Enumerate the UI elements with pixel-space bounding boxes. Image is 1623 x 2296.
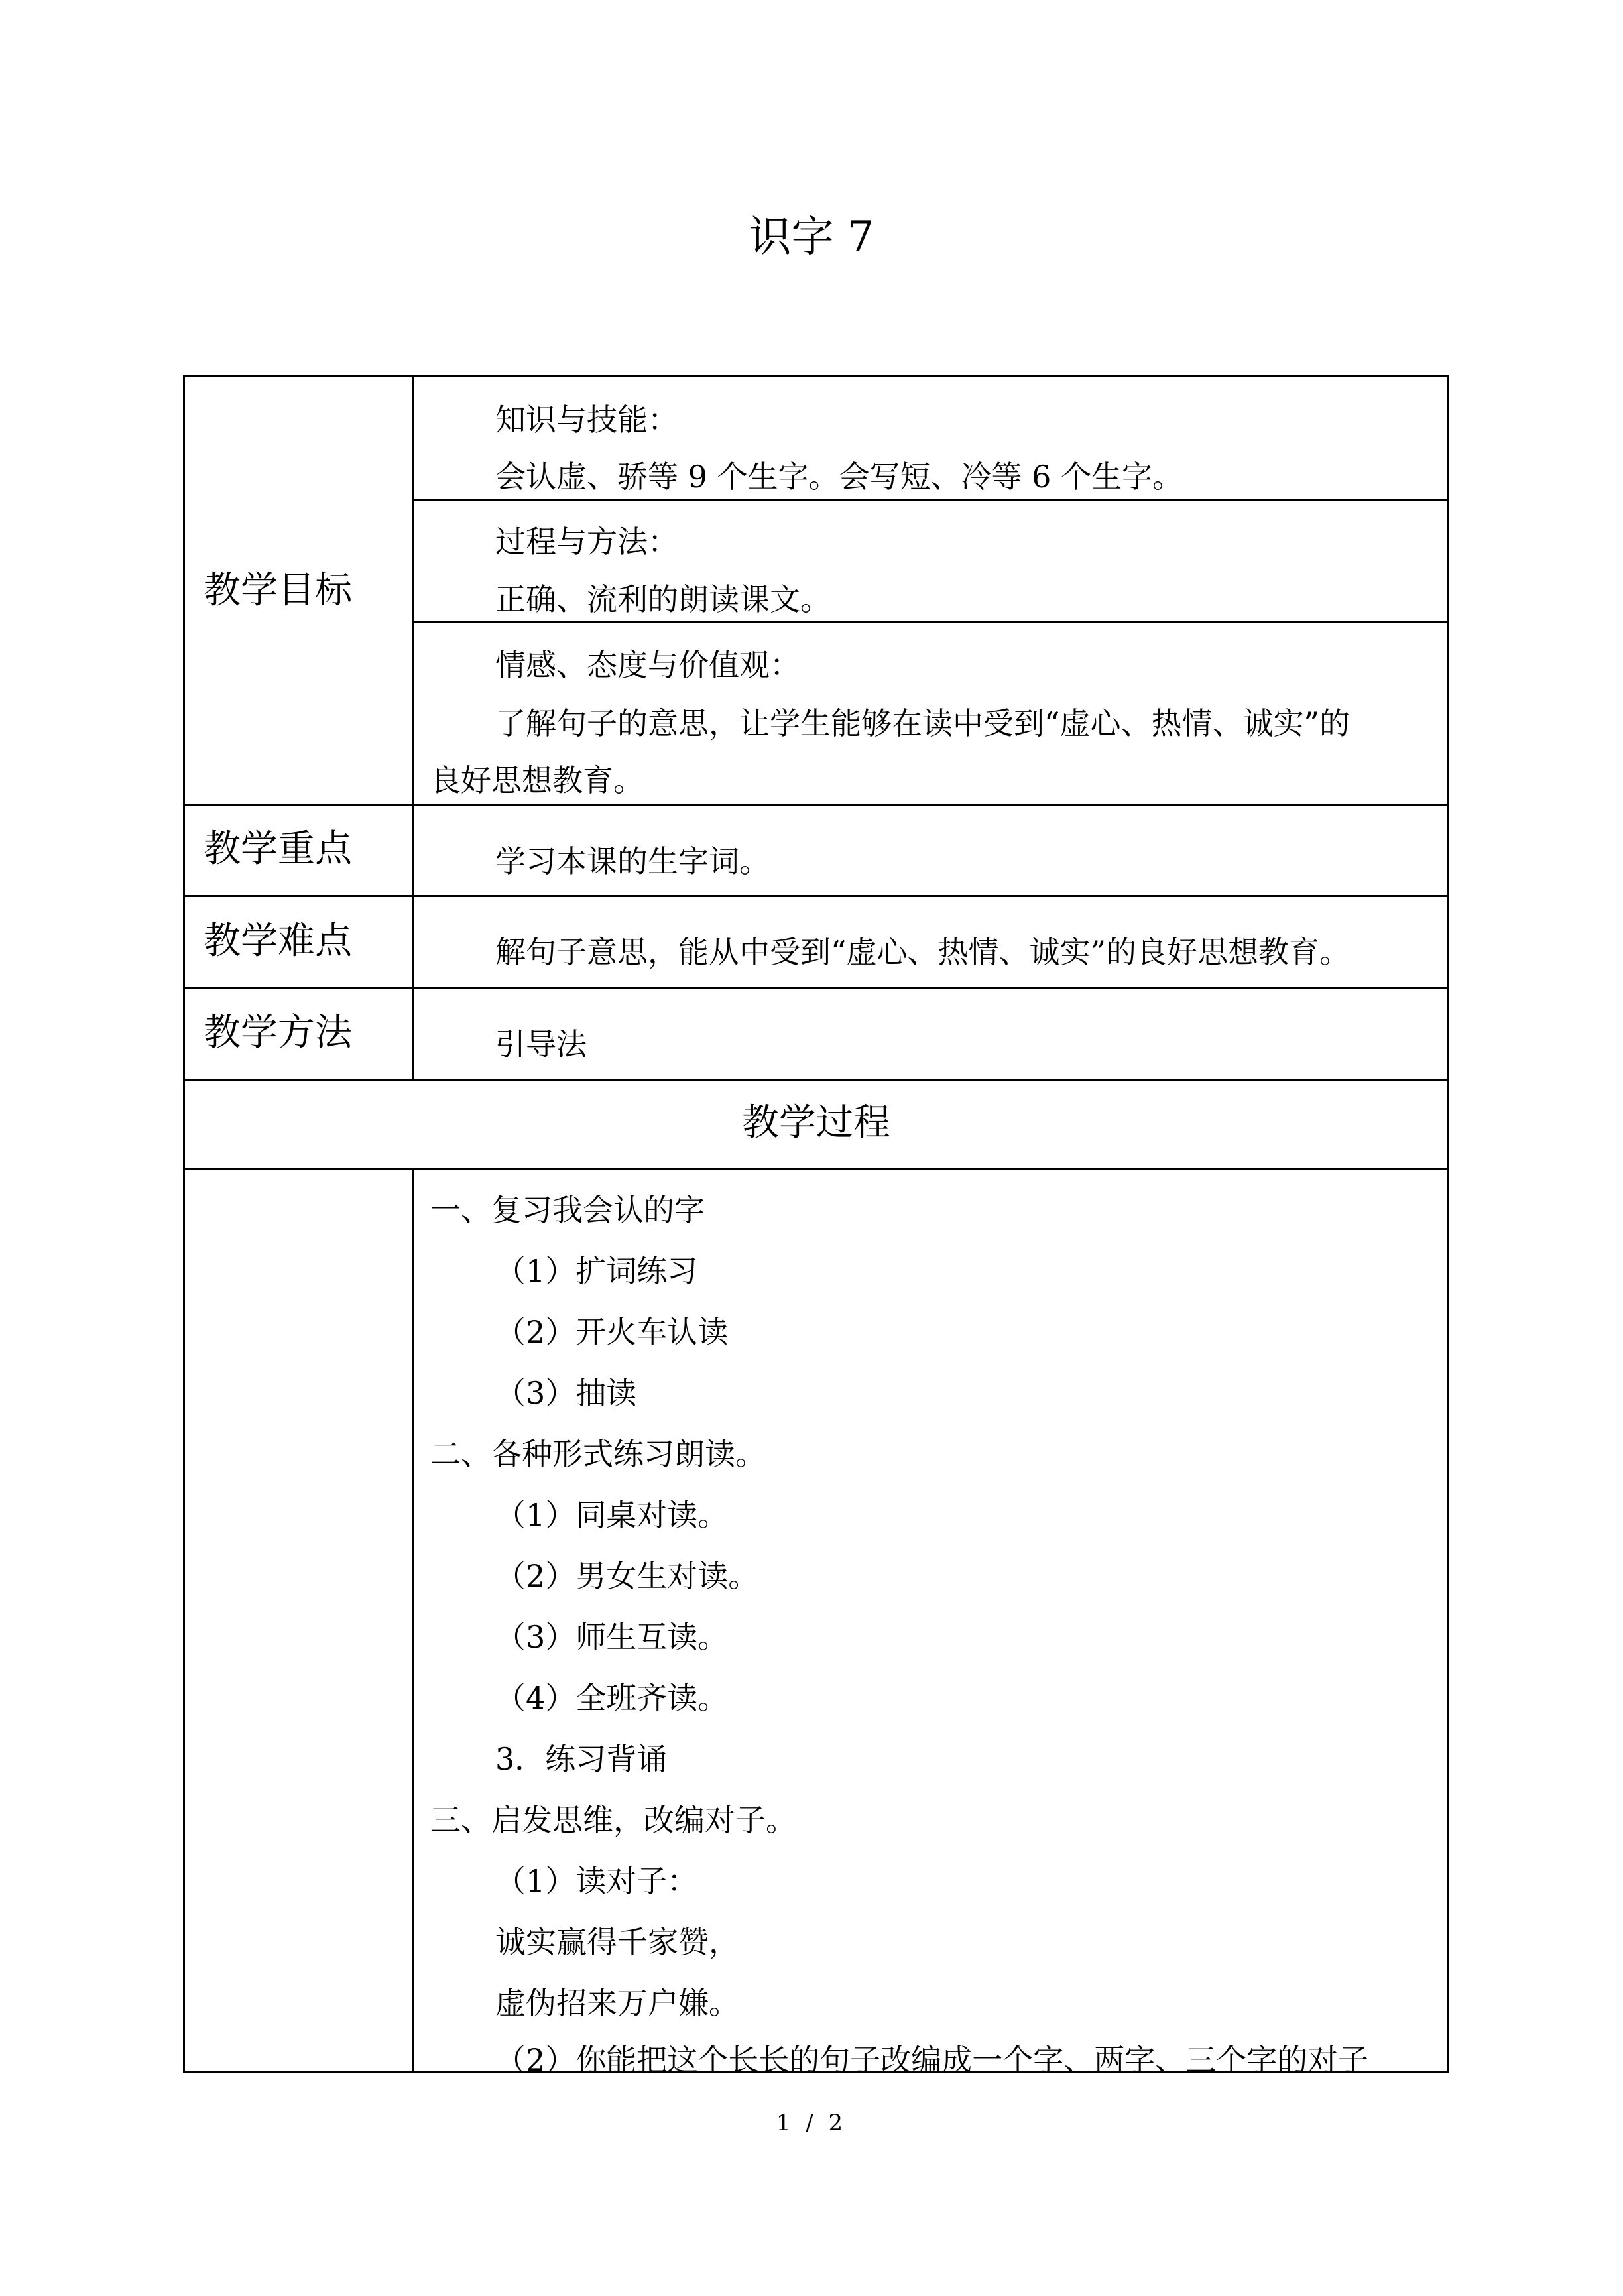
row-divider: [412, 621, 1447, 623]
key-point-label: 教学重点: [204, 827, 352, 871]
process-line: （2）男女生对读。: [495, 1558, 759, 1594]
emotion-body-line2: 良好思想教育。: [430, 762, 644, 798]
process-line: 3．练习背诵: [495, 1741, 668, 1777]
page-title: 识字 7: [749, 213, 874, 262]
process-line: 二、各种形式练习朗读。: [430, 1436, 766, 1472]
process-line: （3）抽读: [495, 1375, 637, 1411]
knowledge-body: 会认虚、骄等 9 个生字。会写短、冷等 6 个生字。: [495, 459, 1183, 495]
process-line: （1）扩词练习: [495, 1253, 698, 1289]
process-line: （2）开火车认读: [495, 1314, 729, 1350]
process-heading: 教学过程: [742, 1101, 890, 1144]
row-divider: [185, 1079, 1447, 1081]
difficulty-value: 解句子意思，能从中受到“虚心、热情、诚实”的良好思想教育。: [495, 934, 1351, 970]
row-divider: [412, 499, 1447, 501]
knowledge-heading: 知识与技能：: [495, 402, 678, 438]
column-divider-process: [412, 1170, 414, 2071]
row-divider: [185, 1168, 1447, 1170]
emotion-heading: 情感、态度与价值观：: [495, 647, 800, 683]
emotion-body-line1: 了解句子的意思，让学生能够在读中受到“虚心、热情、诚实”的: [495, 705, 1351, 741]
process-line: （2）你能把这个长长的句子改编成一个字、两字、三个字的对子: [495, 2042, 1369, 2078]
process-line: 一、复习我会认的字: [430, 1192, 705, 1228]
process-method-body: 正确、流利的朗读课文。: [495, 581, 831, 617]
page-number: 1 / 2: [776, 2110, 847, 2136]
process-line: （3）师生互读。: [495, 1619, 729, 1655]
objectives-label: 教学目标: [204, 568, 352, 612]
difficulty-label: 教学难点: [204, 919, 352, 963]
process-line: （1）读对子：: [495, 1863, 698, 1899]
process-line: 三、启发思维，改编对子。: [430, 1802, 796, 1838]
key-point-value: 学习本课的生字词。: [495, 843, 770, 879]
method-value: 引导法: [495, 1026, 587, 1062]
process-line: （4）全班齐读。: [495, 1680, 729, 1716]
method-label: 教学方法: [204, 1011, 352, 1054]
process-method-heading: 过程与方法：: [495, 524, 678, 560]
process-line: 诚实赢得千家赞，: [495, 1924, 739, 1960]
process-line: （1）同桌对读。: [495, 1497, 729, 1533]
process-line: 虚伪招来万户嫌。: [495, 1985, 739, 2021]
lesson-plan-table: [183, 375, 1449, 2078]
